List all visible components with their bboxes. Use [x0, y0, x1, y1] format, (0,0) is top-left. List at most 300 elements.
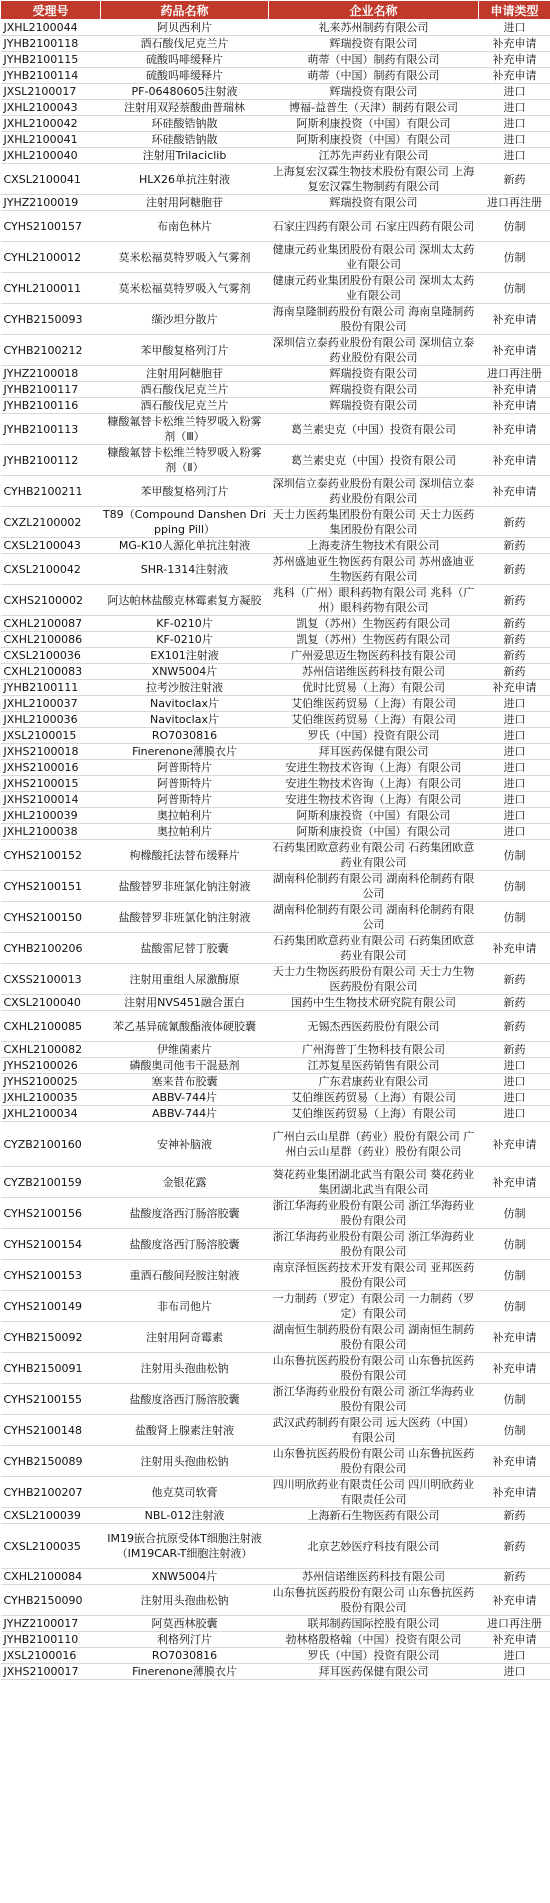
table-row	[1, 648, 550, 664]
cell-drug-name: SHR-1314注射液	[101, 554, 269, 585]
cell-application-no: CXSL2100040	[1, 995, 101, 1011]
table-row	[1, 398, 550, 414]
table-row	[1, 871, 550, 902]
cell-company-name: 凯复（苏州）生物医药有限公司	[269, 632, 479, 648]
cell-application-type: 进口再注册	[479, 195, 550, 211]
cell-drug-name: 布南色林片	[101, 211, 269, 242]
cell-application-no: CYHB2100206	[1, 933, 101, 964]
cell-drug-name: 重酒石酸间羟胺注射液	[101, 1260, 269, 1291]
table-row	[1, 616, 550, 632]
table-row	[1, 1664, 550, 1680]
cell-company-name: 武汉武药制药有限公司 远大医药（中国）有限公司	[269, 1415, 479, 1446]
table-row	[1, 273, 550, 304]
cell-company-name: 石药集团欧意药业有限公司 石药集团欧意药业有限公司	[269, 840, 479, 871]
table-row	[1, 335, 550, 366]
cell-company-name: 罗氏（中国）投资有限公司	[269, 728, 479, 744]
cell-application-no: CXHL2100082	[1, 1042, 101, 1058]
cell-application-type: 新药	[479, 648, 550, 664]
table-row	[1, 696, 550, 712]
cell-application-type: 进口	[479, 1058, 550, 1074]
table-row	[1, 1569, 550, 1585]
cell-application-type: 新药	[479, 1524, 550, 1569]
cell-company-name: 深圳信立泰药业股份有限公司 深圳信立泰药业股份有限公司	[269, 335, 479, 366]
table-header-row	[1, 1, 550, 20]
cell-application-type: 仿制	[479, 1198, 550, 1229]
cell-application-no: CYHS2100156	[1, 1198, 101, 1229]
table-body	[1, 20, 550, 1680]
cell-application-type: 进口	[479, 148, 550, 164]
cell-company-name: 萌蒂（中国）制药有限公司	[269, 52, 479, 68]
cell-application-no: JYHB2100115	[1, 52, 101, 68]
cell-application-no: JXSL2100017	[1, 84, 101, 100]
cell-company-name: 艾伯维医药贸易（上海）有限公司	[269, 712, 479, 728]
cell-application-type: 新药	[479, 964, 550, 995]
cell-application-no: JYHB2100117	[1, 382, 101, 398]
cell-drug-name: 苯甲酸复格列汀片	[101, 476, 269, 507]
cell-application-no: CYHB2150093	[1, 304, 101, 335]
cell-application-no: JXHS2100014	[1, 792, 101, 808]
table-row	[1, 100, 550, 116]
table-row	[1, 507, 550, 538]
cell-company-name: 艾伯维医药贸易（上海）有限公司	[269, 1090, 479, 1106]
cell-application-type: 新药	[479, 616, 550, 632]
cell-application-no: JXHL2100044	[1, 20, 101, 36]
cell-drug-name: 注射用头孢曲松钠	[101, 1585, 269, 1616]
cell-application-type: 补充申请	[479, 52, 550, 68]
cell-application-type: 进口	[479, 1648, 550, 1664]
table-row	[1, 1384, 550, 1415]
cell-application-type: 新药	[479, 538, 550, 554]
table-row	[1, 132, 550, 148]
cell-drug-name: 注射用双羟萘酸曲普瑞林	[101, 100, 269, 116]
cell-drug-name: 酒石酸伐尼克兰片	[101, 382, 269, 398]
cell-company-name: 上海麦济生物技术有限公司	[269, 538, 479, 554]
cell-application-type: 新药	[479, 1011, 550, 1042]
cell-company-name: 浙江华海药业股份有限公司 浙江华海药业股份有限公司	[269, 1229, 479, 1260]
cell-drug-name: ABBV-744片	[101, 1090, 269, 1106]
cell-application-no: CYZB2100159	[1, 1167, 101, 1198]
cell-company-name: 无锡杰西医药股份有限公司	[269, 1011, 479, 1042]
cell-application-no: JYHZ2100018	[1, 366, 101, 382]
cell-drug-name: 注射用Trilaciclib	[101, 148, 269, 164]
cell-application-type: 新药	[479, 664, 550, 680]
cell-application-no: CYHB2150090	[1, 1585, 101, 1616]
table-row	[1, 840, 550, 871]
cell-application-no: JXHL2100042	[1, 116, 101, 132]
cell-application-no: JYHB2100118	[1, 36, 101, 52]
cell-application-type: 新药	[479, 995, 550, 1011]
cell-application-type: 补充申请	[479, 933, 550, 964]
cell-drug-name: PF-06480605注射液	[101, 84, 269, 100]
cell-drug-name: 盐酸肾上腺素注射液	[101, 1415, 269, 1446]
cell-company-name: 辉瑞投资有限公司	[269, 36, 479, 52]
table-row	[1, 933, 550, 964]
cell-drug-name: 阿普斯特片	[101, 760, 269, 776]
table-row	[1, 1585, 550, 1616]
cell-drug-name: IM19嵌合抗原受体T细胞注射液（IM19CAR-T细胞注射液）	[101, 1524, 269, 1569]
header-company-name: 企业名称	[269, 1, 479, 20]
table-row	[1, 84, 550, 100]
cell-application-no: CYHS2100154	[1, 1229, 101, 1260]
cell-drug-name: 糠酸氟替卡松维兰特罗吸入粉雾剂（Ⅲ）	[101, 414, 269, 445]
cell-application-no: CYHS2100155	[1, 1384, 101, 1415]
cell-drug-name: 拉考沙胺注射液	[101, 680, 269, 696]
header-application-no: 受理号	[1, 1, 101, 20]
cell-application-type: 仿制	[479, 242, 550, 273]
cell-application-no: CXHL2100086	[1, 632, 101, 648]
cell-company-name: 礼来苏州制药有限公司	[269, 20, 479, 36]
cell-company-name: 苏州盛迪亚生物医药有限公司 苏州盛迪亚生物医药有限公司	[269, 554, 479, 585]
cell-company-name: 广州爱思迈生物医药科技有限公司	[269, 648, 479, 664]
cell-drug-name: 酒石酸伐尼克兰片	[101, 398, 269, 414]
cell-company-name: 优时比贸易（上海）有限公司	[269, 680, 479, 696]
table-row	[1, 1011, 550, 1042]
table-row	[1, 1058, 550, 1074]
cell-company-name: 阿斯利康投资（中国）有限公司	[269, 808, 479, 824]
cell-application-no: CYHB2100212	[1, 335, 101, 366]
cell-application-type: 进口	[479, 132, 550, 148]
cell-drug-name: 阿普斯特片	[101, 776, 269, 792]
table-row	[1, 1322, 550, 1353]
cell-application-no: CYHS2100149	[1, 1291, 101, 1322]
cell-company-name: 天士力生物医药股份有限公司 天士力生物医药股份有限公司	[269, 964, 479, 995]
cell-application-no: CXSL2100043	[1, 538, 101, 554]
cell-application-type: 进口	[479, 776, 550, 792]
cell-drug-name: T89（Compound Danshen Dripping Pill）	[101, 507, 269, 538]
cell-application-type: 补充申请	[479, 445, 550, 476]
table-row	[1, 964, 550, 995]
cell-drug-name: 注射用重组人尿激酶原	[101, 964, 269, 995]
cell-company-name: 凯复（苏州）生物医药有限公司	[269, 616, 479, 632]
cell-drug-name: Finerenone薄膜衣片	[101, 744, 269, 760]
cell-application-no: JXHS2100015	[1, 776, 101, 792]
table-row	[1, 445, 550, 476]
cell-company-name: 山东鲁抗医药股份有限公司 山东鲁抗医药股份有限公司	[269, 1585, 479, 1616]
cell-drug-name: 注射用阿糖胞苷	[101, 366, 269, 382]
cell-drug-name: 奥拉帕利片	[101, 824, 269, 840]
cell-drug-name: NBL-012注射液	[101, 1508, 269, 1524]
table-row	[1, 902, 550, 933]
cell-company-name: 葛兰素史克（中国）投资有限公司	[269, 445, 479, 476]
table-row	[1, 1198, 550, 1229]
table-row	[1, 538, 550, 554]
cell-application-no: CYHS2100157	[1, 211, 101, 242]
table-row	[1, 1291, 550, 1322]
cell-application-no: JYHB2100113	[1, 414, 101, 445]
table-row	[1, 1167, 550, 1198]
cell-company-name: 石药集团欧意药业有限公司 石药集团欧意药业有限公司	[269, 933, 479, 964]
table-row	[1, 195, 550, 211]
cell-application-no: CXSL2100041	[1, 164, 101, 195]
cell-application-no: JXSL2100016	[1, 1648, 101, 1664]
cell-application-type: 补充申请	[479, 1353, 550, 1384]
cell-application-no: CYHS2100150	[1, 902, 101, 933]
table-row	[1, 1260, 550, 1291]
cell-application-no: JYHB2100116	[1, 398, 101, 414]
cell-application-type: 新药	[479, 1569, 550, 1585]
cell-application-no: JYHS2100026	[1, 1058, 101, 1074]
cell-application-type: 新药	[479, 1508, 550, 1524]
cell-application-no: JYHZ2100017	[1, 1616, 101, 1632]
table-row	[1, 304, 550, 335]
table-row	[1, 554, 550, 585]
table-row	[1, 744, 550, 760]
cell-drug-name: Finerenone薄膜衣片	[101, 1664, 269, 1680]
cell-application-type: 进口	[479, 84, 550, 100]
cell-company-name: 安进生物技术咨询（上海）有限公司	[269, 792, 479, 808]
cell-drug-name: KF-0210片	[101, 632, 269, 648]
cell-application-type: 进口	[479, 1664, 550, 1680]
cell-drug-name: 注射用头孢曲松钠	[101, 1446, 269, 1477]
cell-application-no: JYHB2100110	[1, 1632, 101, 1648]
table-row	[1, 164, 550, 195]
cell-drug-name: 注射用阿糖胞苷	[101, 195, 269, 211]
cell-application-type: 新药	[479, 507, 550, 538]
cell-drug-name: MG-K10人源化单抗注射液	[101, 538, 269, 554]
cell-company-name: 辉瑞投资有限公司	[269, 398, 479, 414]
cell-application-type: 补充申请	[479, 1477, 550, 1508]
cell-application-type: 仿制	[479, 273, 550, 304]
cell-application-no: CXSL2100036	[1, 648, 101, 664]
cell-drug-name: RO7030816	[101, 728, 269, 744]
cell-application-no: JXHL2100034	[1, 1106, 101, 1122]
cell-drug-name: 阿达帕林盐酸克林霉素复方凝胶	[101, 585, 269, 616]
cell-drug-name: EX101注射液	[101, 648, 269, 664]
cell-drug-name: 莫米松福莫特罗吸入气雾剂	[101, 273, 269, 304]
cell-company-name: 健康元药业集团股份有限公司 深圳太太药业有限公司	[269, 273, 479, 304]
cell-company-name: 阿斯利康投资（中国）有限公司	[269, 116, 479, 132]
cell-drug-name: 阿普斯特片	[101, 792, 269, 808]
cell-application-type: 仿制	[479, 1260, 550, 1291]
cell-application-no: CYHL2100012	[1, 242, 101, 273]
cell-application-no: JXHS2100017	[1, 1664, 101, 1680]
cell-company-name: 辉瑞投资有限公司	[269, 382, 479, 398]
cell-company-name: 萌蒂（中国）制药有限公司	[269, 68, 479, 84]
cell-application-type: 补充申请	[479, 414, 550, 445]
cell-application-type: 仿制	[479, 1415, 550, 1446]
cell-drug-name: 注射用头孢曲松钠	[101, 1353, 269, 1384]
cell-company-name: 浙江华海药业股份有限公司 浙江华海药业股份有限公司	[269, 1384, 479, 1415]
cell-application-type: 仿制	[479, 902, 550, 933]
cell-application-type: 新药	[479, 632, 550, 648]
cell-company-name: 罗氏（中国）投资有限公司	[269, 1648, 479, 1664]
table-row	[1, 20, 550, 36]
table-row	[1, 382, 550, 398]
table-row	[1, 585, 550, 616]
cell-drug-name: 奥拉帕利片	[101, 808, 269, 824]
cell-drug-name: 莫米松福莫特罗吸入气雾剂	[101, 242, 269, 273]
cell-application-no: JXHL2100043	[1, 100, 101, 116]
cell-drug-name: 苯甲酸复格列汀片	[101, 335, 269, 366]
cell-application-type: 进口	[479, 1074, 550, 1090]
cell-application-no: CXHS2100002	[1, 585, 101, 616]
cell-drug-name: 安神补脑液	[101, 1122, 269, 1167]
cell-application-type: 仿制	[479, 1291, 550, 1322]
cell-application-type: 进口	[479, 792, 550, 808]
cell-drug-name: 盐酸度洛西汀肠溶胶囊	[101, 1198, 269, 1229]
cell-application-type: 进口	[479, 20, 550, 36]
table-row	[1, 760, 550, 776]
cell-company-name: 艾伯维医药贸易（上海）有限公司	[269, 1106, 479, 1122]
table-row	[1, 414, 550, 445]
table-row	[1, 680, 550, 696]
cell-application-no: CXHL2100087	[1, 616, 101, 632]
cell-application-no: CXHL2100085	[1, 1011, 101, 1042]
cell-company-name: 勃林格殷格翰（中国）投资有限公司	[269, 1632, 479, 1648]
cell-application-no: JYHB2100114	[1, 68, 101, 84]
cell-drug-name: 盐酸度洛西汀肠溶胶囊	[101, 1229, 269, 1260]
table-row	[1, 664, 550, 680]
cell-company-name: 石家庄四药有限公司 石家庄四药有限公司	[269, 211, 479, 242]
cell-application-no: CXHL2100084	[1, 1569, 101, 1585]
table-row	[1, 1074, 550, 1090]
cell-application-type: 仿制	[479, 840, 550, 871]
table-row	[1, 728, 550, 744]
cell-application-no: JXHL2100037	[1, 696, 101, 712]
cell-application-no: JYHB2100112	[1, 445, 101, 476]
cell-company-name: 艾伯维医药贸易（上海）有限公司	[269, 696, 479, 712]
cell-application-type: 进口	[479, 744, 550, 760]
cell-drug-name: 缬沙坦分散片	[101, 304, 269, 335]
cell-application-no: CYHB2100207	[1, 1477, 101, 1508]
cell-application-type: 进口	[479, 712, 550, 728]
cell-company-name: 湖南科伦制药有限公司 湖南科伦制药有限公司	[269, 902, 479, 933]
cell-drug-name: 盐酸替罗非班氯化钠注射液	[101, 902, 269, 933]
cell-company-name: 拜耳医药保健有限公司	[269, 1664, 479, 1680]
table-row	[1, 1446, 550, 1477]
cell-application-type: 补充申请	[479, 68, 550, 84]
cell-drug-name: 盐酸雷尼替丁胶囊	[101, 933, 269, 964]
cell-company-name: 阿斯利康投资（中国）有限公司	[269, 132, 479, 148]
table-row	[1, 1616, 550, 1632]
cell-company-name: 拜耳医药保健有限公司	[269, 744, 479, 760]
cell-company-name: 海南皇隆制药股份有限公司 海南皇隆制药股份有限公司	[269, 304, 479, 335]
cell-application-no: CXSL2100039	[1, 1508, 101, 1524]
cell-application-no: JXHL2100041	[1, 132, 101, 148]
cell-application-no: JYHS2100025	[1, 1074, 101, 1090]
cell-company-name: 山东鲁抗医药股份有限公司 山东鲁抗医药股份有限公司	[269, 1446, 479, 1477]
cell-application-no: JXHL2100040	[1, 148, 101, 164]
cell-drug-name: 环硅酸锆钠散	[101, 132, 269, 148]
cell-company-name: 安进生物技术咨询（上海）有限公司	[269, 760, 479, 776]
table-row	[1, 808, 550, 824]
table-row	[1, 1353, 550, 1384]
table-row	[1, 1229, 550, 1260]
cell-company-name: 广州海普丁生物科技有限公司	[269, 1042, 479, 1058]
table-row	[1, 1415, 550, 1446]
cell-application-type: 进口	[479, 760, 550, 776]
cell-drug-name: 环硅酸锆钠散	[101, 116, 269, 132]
cell-application-type: 补充申请	[479, 1446, 550, 1477]
cell-company-name: 辉瑞投资有限公司	[269, 195, 479, 211]
cell-drug-name: 金银花露	[101, 1167, 269, 1198]
cell-drug-name: XNW5004片	[101, 664, 269, 680]
cell-company-name: 兆科（广州）眼科药物有限公司 兆科（广州）眼科药物有限公司	[269, 585, 479, 616]
cell-application-type: 新药	[479, 1042, 550, 1058]
cell-drug-name: 非布司他片	[101, 1291, 269, 1322]
header-application-type: 申请类型	[479, 1, 550, 20]
table-row	[1, 1042, 550, 1058]
table-row	[1, 1090, 550, 1106]
cell-application-no: JXHL2100035	[1, 1090, 101, 1106]
cell-application-type: 新药	[479, 554, 550, 585]
cell-company-name: 苏州信诺维医药科技有限公司	[269, 664, 479, 680]
cell-company-name: 广东君康药业有限公司	[269, 1074, 479, 1090]
cell-company-name: 湖南科伦制药有限公司 湖南科伦制药有限公司	[269, 871, 479, 902]
cell-drug-name: 苯乙基异硫氰酸酯液体硬胶囊	[101, 1011, 269, 1042]
cell-company-name: 山东鲁抗医药股份有限公司 山东鲁抗医药股份有限公司	[269, 1353, 479, 1384]
header-drug-name: 药品名称	[101, 1, 269, 20]
cell-application-type: 补充申请	[479, 36, 550, 52]
cell-application-type: 新药	[479, 164, 550, 195]
cell-application-type: 补充申请	[479, 1322, 550, 1353]
cell-company-name: 阿斯利康投资（中国）有限公司	[269, 824, 479, 840]
cell-drug-name: Navitoclax片	[101, 696, 269, 712]
cell-company-name: 博福-益普生（天津）制药有限公司	[269, 100, 479, 116]
cell-application-type: 仿制	[479, 211, 550, 242]
cell-application-type: 仿制	[479, 871, 550, 902]
table-row	[1, 1477, 550, 1508]
table-row	[1, 1632, 550, 1648]
cell-company-name: 天士力医药集团股份有限公司 天士力医药集团股份有限公司	[269, 507, 479, 538]
cell-application-no: JXHS2100016	[1, 760, 101, 776]
cell-drug-name: 盐酸度洛西汀肠溶胶囊	[101, 1384, 269, 1415]
cell-application-type: 进口	[479, 100, 550, 116]
cell-company-name: 上海新石生物医药有限公司	[269, 1508, 479, 1524]
cell-company-name: 江苏复星医药销售有限公司	[269, 1058, 479, 1074]
cell-application-type: 补充申请	[479, 1585, 550, 1616]
table-row	[1, 776, 550, 792]
cell-drug-name: HLX26单抗注射液	[101, 164, 269, 195]
cell-application-type: 进口再注册	[479, 1616, 550, 1632]
cell-company-name: 辉瑞投资有限公司	[269, 84, 479, 100]
cell-company-name: 健康元药业集团股份有限公司 深圳太太药业有限公司	[269, 242, 479, 273]
cell-drug-name: 硫酸吗啡缓释片	[101, 52, 269, 68]
table-row	[1, 995, 550, 1011]
cell-application-type: 补充申请	[479, 680, 550, 696]
cell-application-type: 进口	[479, 1090, 550, 1106]
table-row	[1, 148, 550, 164]
cell-company-name: 南京泽恒医药技术开发有限公司 亚邦医药股份有限公司	[269, 1260, 479, 1291]
cell-company-name: 国药中生生物技术研究院有限公司	[269, 995, 479, 1011]
cell-drug-name: 注射用NVS451融合蛋白	[101, 995, 269, 1011]
table-row	[1, 824, 550, 840]
cell-application-type: 补充申请	[479, 304, 550, 335]
table-row	[1, 1106, 550, 1122]
cell-drug-name: 他克莫司软膏	[101, 1477, 269, 1508]
cell-application-no: CYHB2150089	[1, 1446, 101, 1477]
cell-company-name: 安进生物技术咨询（上海）有限公司	[269, 776, 479, 792]
cell-application-no: CYHS2100152	[1, 840, 101, 871]
table-row	[1, 1508, 550, 1524]
cell-application-type: 进口	[479, 728, 550, 744]
table-row	[1, 116, 550, 132]
cell-application-no: JXSL2100015	[1, 728, 101, 744]
cell-application-type: 进口	[479, 116, 550, 132]
cell-application-type: 补充申请	[479, 1122, 550, 1167]
table-row	[1, 211, 550, 242]
cell-company-name: 葵花药业集团湖北武当有限公司 葵花药业集团湖北武当有限公司	[269, 1167, 479, 1198]
table-row	[1, 712, 550, 728]
cell-drug-name: ABBV-744片	[101, 1106, 269, 1122]
cell-application-type: 补充申请	[479, 476, 550, 507]
cell-application-type: 仿制	[479, 1384, 550, 1415]
cell-application-no: CXHL2100083	[1, 664, 101, 680]
cell-application-no: CYHB2150092	[1, 1322, 101, 1353]
cell-application-no: CXSL2100042	[1, 554, 101, 585]
cell-drug-name: 糠酸氟替卡松维兰特罗吸入粉雾剂（Ⅱ）	[101, 445, 269, 476]
cell-application-type: 仿制	[479, 1229, 550, 1260]
